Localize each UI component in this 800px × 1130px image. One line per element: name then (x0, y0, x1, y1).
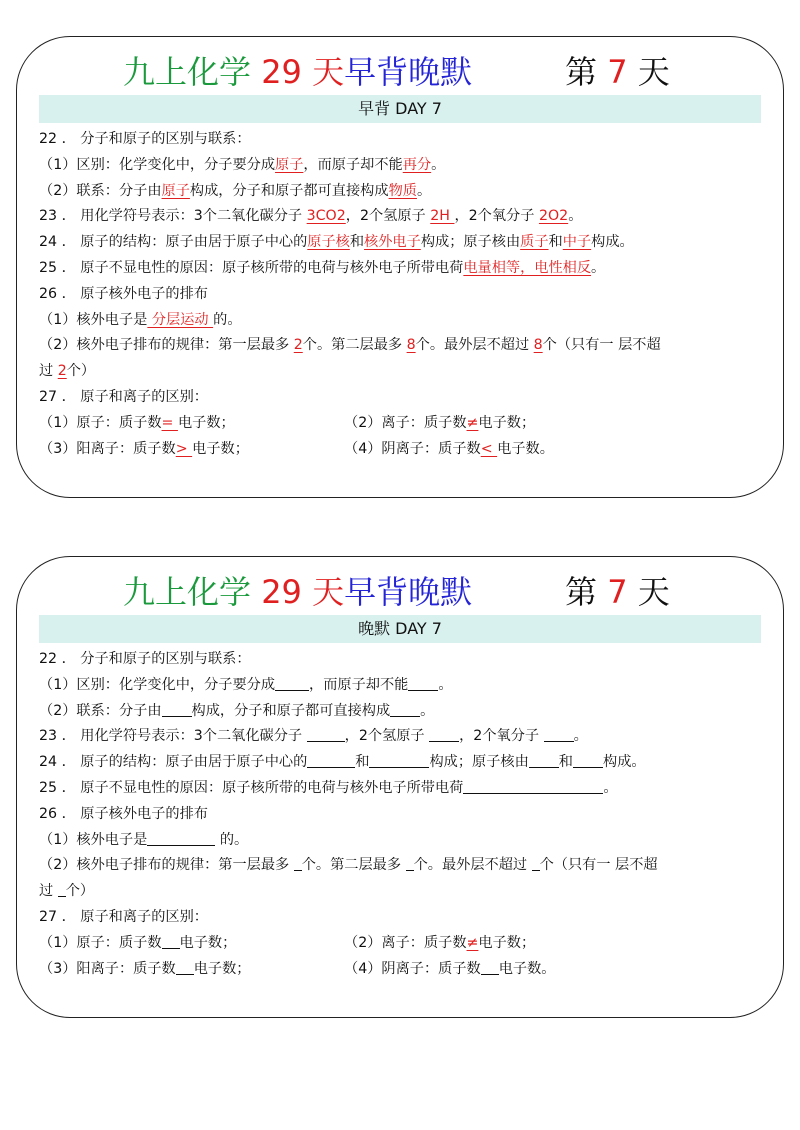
question-line (39, 905, 765, 931)
item-right (344, 957, 555, 983)
text-fragment: 。 (416, 182, 432, 199)
answer: 8 (533, 337, 543, 354)
text-fragment: ，2个氢原子 (344, 728, 430, 745)
question-line (39, 699, 765, 725)
text-fragment: 23 ． 用化学符号表示：3个二氧化碳分子 (39, 728, 307, 745)
answer: 2 (57, 363, 67, 380)
answer-blank[interactable] (532, 856, 540, 871)
question-line (39, 256, 765, 282)
text-fragment: （2）核外电子排布的规律：第一层最多 (39, 857, 294, 874)
morning-content (39, 127, 765, 462)
text-fragment: 电子数； (192, 440, 249, 457)
text-fragment: 个。最外层不超过 (415, 337, 534, 354)
text-fragment: 23 ． 用化学符号表示：3个二氧化碳分子 (39, 208, 307, 225)
text-fragment: 和 (355, 754, 370, 771)
text-fragment: 26 ． 原子核外电子的排布 (39, 285, 208, 302)
answer: 物质 (388, 182, 417, 199)
text-fragment: 。 (568, 208, 583, 225)
answer-blank[interactable] (429, 727, 459, 742)
text-fragment: 构成。 (603, 754, 646, 771)
text-fragment: 个） (65, 883, 95, 900)
text-fragment: 26 ． 原子核外电子的排布 (39, 805, 208, 822)
answer: 质子 (520, 234, 549, 251)
question-line (39, 282, 765, 308)
text-fragment: 和 (558, 754, 573, 771)
text-fragment: ，2个氧分子 (459, 728, 544, 745)
text-fragment: 和 (548, 234, 563, 251)
text-fragment: （2）离子：质子数 (344, 414, 467, 431)
evening-content (39, 647, 765, 982)
text-fragment: ，而原子却不能 (303, 156, 403, 173)
question-line (39, 153, 765, 179)
text-fragment: （1）核外电子是 (39, 831, 148, 848)
answer: = (161, 414, 178, 431)
answer-blank[interactable] (463, 779, 603, 794)
text-fragment: 。 (573, 728, 588, 745)
text-fragment: （2）核外电子排布的规律：第一层最多 (39, 337, 294, 354)
text-fragment: 个） (66, 363, 96, 380)
text-fragment: 25 ． 原子不显电性的原因：原子核所带的电荷与核外电子所带电荷 (39, 779, 464, 796)
answer-blank[interactable] (573, 753, 603, 768)
text-fragment: 。 (420, 702, 435, 719)
answer: 分层运动 (147, 311, 214, 328)
morning-title-row (17, 45, 783, 99)
text-fragment: 电子数； (193, 960, 251, 977)
question-line (39, 931, 765, 957)
question-line (39, 204, 765, 230)
text-fragment: 个。最外层不超过 (413, 857, 532, 874)
answer: ≠ (466, 934, 479, 951)
answer: ≠ (466, 414, 479, 431)
answer-blank[interactable] (481, 960, 499, 975)
question-line (39, 957, 765, 983)
text-fragment: （1）原子：质子数 (39, 934, 162, 951)
answer: 2H (430, 208, 455, 225)
text-fragment: ，而原子却不能 (309, 676, 409, 693)
text-fragment: 24 ． 原子的结构：原子由居于原子中心的 (39, 754, 308, 771)
question-line (39, 673, 765, 699)
text-fragment: 和 (349, 234, 365, 251)
text-fragment: 。 (438, 676, 453, 693)
text-fragment: （1）区别：化学变化中，分子要分成 (39, 676, 276, 693)
text-fragment: 24 ． 原子的结构：原子由居于原子中心的 (39, 234, 308, 251)
answer: 3CO2 (306, 208, 346, 225)
text-fragment: （1）原子：质子数 (39, 414, 162, 431)
answer-blank[interactable] (162, 934, 180, 949)
evening-card (16, 556, 784, 1018)
text-fragment: 电子数； (177, 414, 235, 431)
text-fragment: （1）核外电子是 (39, 311, 148, 328)
answer: 中子 (562, 234, 592, 251)
answer: 再分 (402, 156, 432, 173)
text-fragment: 电子数。 (498, 960, 556, 977)
section-band: 晚默 DAY 7 (39, 615, 761, 643)
text-fragment: 。 (603, 779, 618, 796)
answer-blank[interactable] (529, 753, 559, 768)
text-fragment: 27 ． 原子和离子的区别： (39, 908, 208, 925)
answer: 原子 (161, 182, 190, 199)
text-fragment: ，2个氧分子 (454, 208, 539, 225)
answer-blank[interactable] (369, 753, 429, 768)
text-fragment: ，2个氢原子 (345, 208, 431, 225)
text-fragment: （4）阴离子：质子数 (344, 440, 481, 457)
question-line (39, 437, 765, 463)
answer-blank[interactable] (176, 960, 194, 975)
answer-blank[interactable] (307, 727, 345, 742)
item-left (39, 437, 249, 463)
question-line (39, 802, 765, 828)
answer-blank[interactable] (147, 831, 215, 846)
question-line (39, 385, 765, 411)
text-fragment: 22 ． 分子和原子的区别与联系： (39, 651, 251, 667)
item-left (39, 957, 250, 983)
text-fragment: 25 ． 原子不显电性的原因：原子核所带的电荷与核外电子所带电荷 (39, 259, 464, 276)
text-fragment: 电子数； (478, 934, 536, 951)
text-fragment: 个（只有一 层不超 (542, 337, 661, 354)
text-fragment: 构成；原子核由 (420, 234, 521, 251)
text-fragment: （2）联系：分子由 (39, 702, 162, 719)
evening-title-row (17, 565, 783, 619)
day-label: 第 7 天 (565, 53, 670, 91)
text-fragment: 构成；原子核由 (429, 754, 529, 771)
day-label: 第 7 天 (565, 573, 670, 611)
question-line (39, 333, 765, 359)
question-line (39, 853, 765, 879)
text-fragment: 27 ． 原子和离子的区别： (39, 388, 208, 405)
question-line (39, 724, 765, 750)
text-fragment: （2）离子：质子数 (344, 934, 467, 951)
answer: 核外电子 (364, 234, 421, 251)
question-line (39, 179, 765, 205)
question-line (39, 750, 765, 776)
question-line (39, 411, 765, 437)
item-right (344, 411, 535, 437)
answer: > (175, 440, 193, 457)
text-fragment: 过 (39, 363, 58, 380)
answer-blank[interactable] (307, 753, 355, 768)
text-fragment: 过 (39, 883, 58, 900)
answer-blank[interactable] (406, 856, 414, 871)
text-fragment: 个。第二层最多 (302, 337, 407, 354)
answer: 电量相等，电性相反 (463, 259, 592, 276)
page-title: 九上化学 29 天早背晚默 (123, 53, 473, 91)
text-fragment: 构成。 (591, 234, 634, 251)
section-band: 早背 DAY 7 (39, 95, 761, 123)
text-fragment: （1）区别：化学变化中，分子要分成 (39, 156, 276, 173)
text-fragment: 构成，分子和原子都可直接构成 (189, 182, 389, 199)
answer: 2O2 (538, 208, 569, 225)
text-fragment: 。 (431, 156, 446, 173)
answer: 原子 (275, 156, 304, 173)
text-fragment: （2）联系：分子由 (39, 182, 162, 199)
text-fragment: 个（只有一 层不超 (539, 857, 658, 874)
question-line (39, 647, 765, 673)
item-left (39, 931, 236, 957)
answer-blank[interactable] (294, 856, 302, 871)
answer: < (480, 440, 498, 457)
answer-blank[interactable] (162, 702, 192, 717)
text-fragment: 个。第二层最多 (301, 857, 406, 874)
item-left (39, 411, 235, 437)
text-fragment: 的。 (215, 831, 249, 848)
answer: 2 (293, 337, 303, 354)
answer-blank[interactable] (544, 727, 574, 742)
item-right (344, 931, 535, 957)
question-line (39, 127, 765, 153)
answer-blank[interactable] (408, 676, 438, 691)
answer: 8 (406, 337, 416, 354)
text-fragment: （3）阳离子：质子数 (39, 440, 176, 457)
text-fragment: 的。 (213, 311, 242, 328)
answer-blank[interactable] (58, 882, 66, 897)
question-line (39, 776, 765, 802)
question-line (39, 359, 765, 385)
question-line (39, 828, 765, 854)
question-line (39, 230, 765, 256)
text-fragment: 构成，分子和原子都可直接构成 (191, 702, 391, 719)
page-title: 九上化学 29 天早背晚默 (123, 573, 473, 611)
item-right (344, 437, 554, 463)
answer-blank[interactable] (275, 676, 309, 691)
text-fragment: 电子数； (478, 414, 536, 431)
text-fragment: （4）阴离子：质子数 (344, 960, 481, 977)
text-fragment: 22 ． 分子和原子的区别与联系： (39, 131, 251, 147)
answer-blank[interactable] (390, 702, 420, 717)
question-line (39, 308, 765, 334)
text-fragment: 电子数； (179, 934, 237, 951)
question-line (39, 879, 765, 905)
text-fragment: 。 (591, 259, 606, 276)
morning-card (16, 36, 784, 498)
text-fragment: （3）阳离子：质子数 (39, 960, 176, 977)
answer: 原子核 (307, 234, 350, 251)
text-fragment: 电子数。 (497, 440, 554, 457)
